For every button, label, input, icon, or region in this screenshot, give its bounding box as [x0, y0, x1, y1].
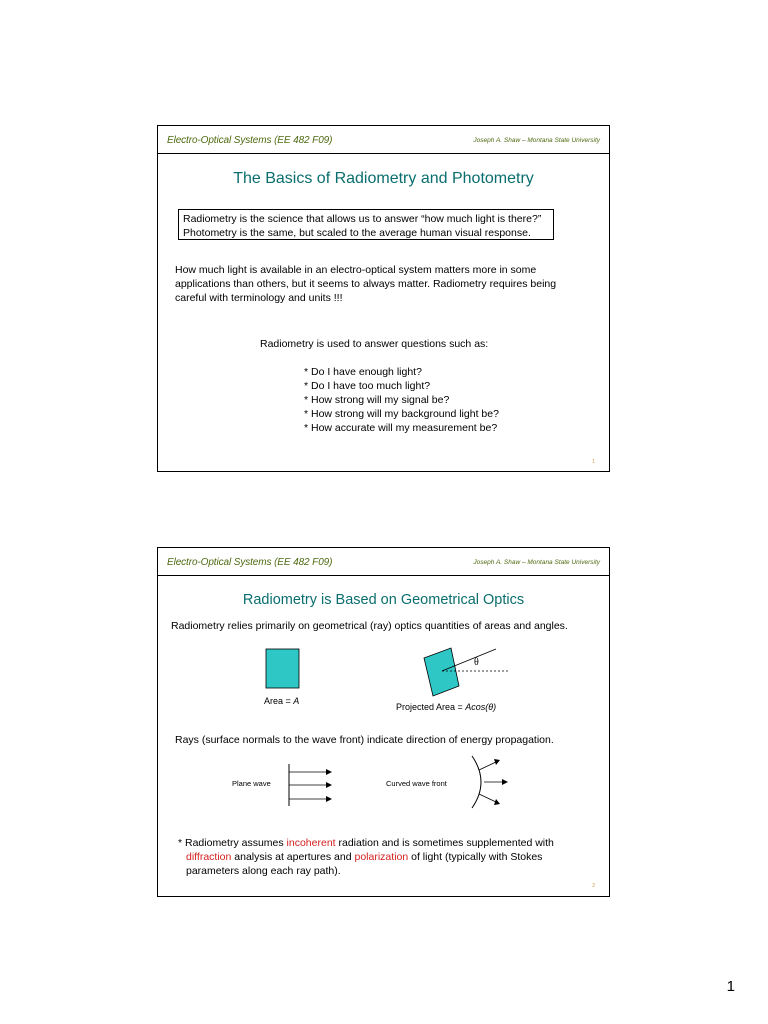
slide-number: 2: [592, 883, 595, 889]
list-item: * How strong will my signal be?: [304, 394, 450, 406]
arrow-head: [326, 782, 332, 788]
area-label: [264, 694, 299, 708]
header-divider: [158, 153, 609, 154]
projected-formula: Acos(θ): [465, 702, 497, 712]
slide-title: The Basics of Radiometry and Photometry: [233, 170, 534, 187]
tilted-plate: [424, 648, 459, 696]
curved-wave-diagram: [464, 754, 514, 810]
note-text: radiation and is sometimes supplemented with: [335, 837, 554, 849]
projected-area-label: [396, 700, 496, 714]
list-item: * Do I have enough light?: [304, 366, 422, 378]
header-divider: [158, 575, 609, 576]
page-number: 1: [726, 978, 735, 995]
area-symbol: A: [293, 696, 300, 706]
rays-text: Rays (surface normals to the wave front) indicate direction of energy propagation.: [175, 734, 554, 746]
area-square: [266, 649, 299, 688]
author-credit: Joseph A. Shaw – Montana State University: [473, 137, 600, 144]
paragraph-line: How much light is available in an electro-optical system matters more in some: [175, 264, 537, 276]
questions-list: [304, 365, 499, 435]
highlight-diffraction: diffraction: [186, 851, 232, 863]
course-title: Electro-Optical Systems (EE 482 F09): [167, 557, 333, 568]
radiometry-note: [178, 836, 598, 878]
intro-text: Radiometry relies primarily on geometrical (ray) optics quantities of areas and angles.: [171, 620, 568, 632]
course-title: Electro-Optical Systems (EE 482 F09): [167, 135, 333, 146]
area-label-text: Area =: [264, 696, 294, 706]
questions-intro: Radiometry is used to answer questions such as:: [260, 338, 489, 350]
curved-wave-label: Curved wave front: [386, 779, 447, 788]
plane-wave-diagram: [286, 762, 336, 808]
note-line-3: parameters along each ray path).: [186, 865, 341, 877]
arrow-head: [494, 759, 500, 765]
slide-header: [158, 548, 609, 578]
slide-2: [157, 547, 610, 897]
ray-arrow: [479, 762, 496, 770]
list-item: * Do I have too much light?: [304, 380, 431, 392]
note-text: analysis at apertures and: [231, 851, 355, 863]
definition-box: [178, 209, 554, 240]
slide-title: Radiometry is Based on Geometrical Optics: [242, 592, 525, 608]
projected-label-text: Projected Area =: [396, 702, 466, 712]
arrow-head: [326, 769, 332, 775]
projected-area-diagram: [420, 643, 510, 703]
paragraph-line: applications than others, but it seems to always matter. Radiometry requires being: [175, 278, 557, 290]
note-line-2: [178, 850, 598, 864]
arrow-head: [326, 796, 332, 802]
note-text: of light (typically with Stokes: [408, 851, 543, 863]
list-item: * How accurate will my measurement be?: [304, 422, 498, 434]
author-credit: Joseph A. Shaw – Montana State University: [473, 559, 600, 566]
slide-1: [157, 125, 610, 472]
list-item: * How strong will my background light be?: [304, 408, 499, 420]
arrow-head: [494, 799, 500, 805]
slide-header: [158, 126, 609, 156]
curved-front: [472, 756, 481, 808]
plane-wave-label: Plane wave: [232, 779, 271, 788]
paragraph-line: careful with terminology and units !!!: [175, 292, 343, 304]
theta-symbol: θ: [474, 657, 479, 668]
area-square-diagram: [265, 648, 301, 690]
ray-arrow: [479, 794, 496, 802]
highlight-polarization: polarization: [354, 851, 409, 863]
arrow-head: [502, 779, 508, 785]
intro-paragraph: [175, 263, 600, 305]
slide-number: 1: [592, 459, 595, 465]
definition-line: Radiometry is the science that allows us to answer “how much light is there?”: [183, 213, 542, 225]
highlight-incoherent: incoherent: [286, 837, 336, 849]
note-line-1: [178, 836, 598, 850]
note-text: * Radiometry assumes: [178, 837, 287, 849]
definition-line: Photometry is the same, but scaled to the average human visual response.: [183, 227, 531, 239]
